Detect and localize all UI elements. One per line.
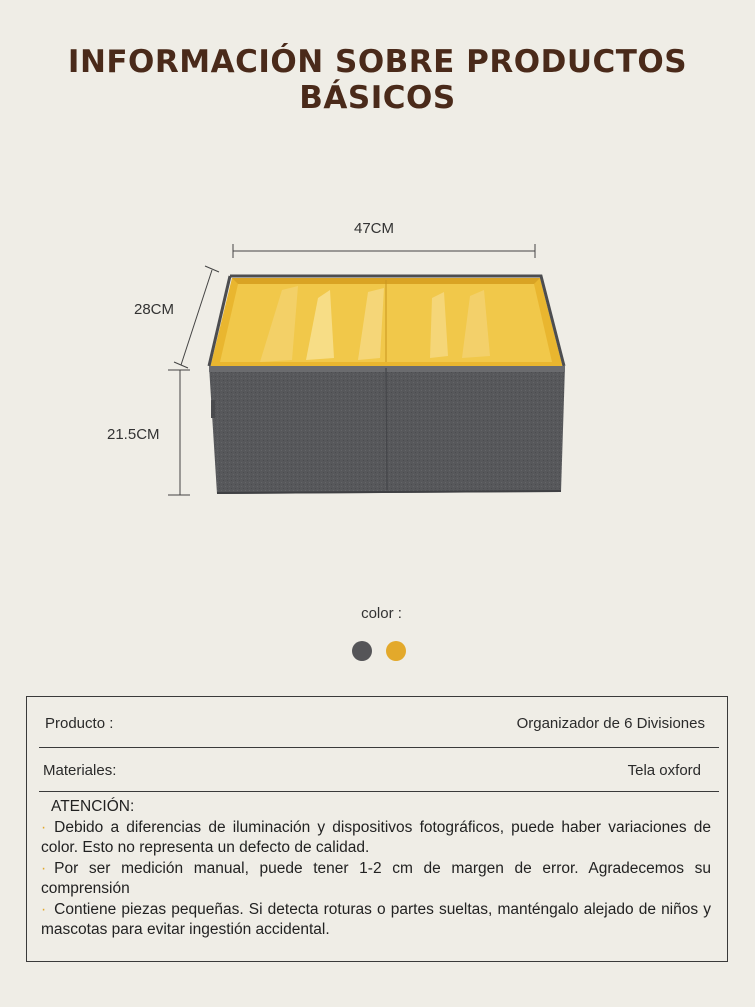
spec-table bbox=[26, 696, 728, 962]
materials-label: Materiales: bbox=[43, 762, 117, 779]
bullet-icon: · bbox=[41, 900, 47, 918]
width-dimension-line bbox=[233, 244, 535, 258]
divider bbox=[39, 747, 719, 748]
notes-heading: ATENCIÓN: bbox=[51, 798, 135, 815]
note-item: · Contiene piezas pequeñas. Si detecta roturas o partes sueltas, manténgalo alejado de niños y mascotas para evitar ingestión accidental. bbox=[41, 900, 711, 938]
height-label: 21.5CM bbox=[107, 426, 160, 443]
note-item: · Por ser medición manual, puede tener 1-2 cm de margen de error. Agradecemos su comprensión bbox=[41, 859, 711, 897]
page-title: INFORMACIÓN SOBRE PRODUCTOS BÁSICOS bbox=[67, 44, 688, 116]
color-label: color : bbox=[361, 605, 402, 622]
box-interior bbox=[210, 278, 563, 368]
width-label: 47CM bbox=[354, 220, 395, 237]
box-front bbox=[209, 366, 565, 494]
product-value: Organizador de 6 Divisiones bbox=[516, 715, 705, 732]
note-item: · Debido a diferencias de iluminación y dispositivos fotográficos, puede haber variaciones de color. Esto no representa un defecto de calidad. bbox=[41, 818, 711, 856]
color-swatch-yellow[interactable] bbox=[386, 641, 406, 661]
bullet-icon: · bbox=[41, 859, 47, 877]
materials-value: Tela oxford bbox=[627, 762, 701, 779]
color-swatch-gray[interactable] bbox=[352, 641, 372, 661]
depth-label: 28CM bbox=[134, 301, 175, 318]
divider bbox=[39, 791, 719, 792]
bullet-icon: · bbox=[41, 818, 47, 836]
product-label: Producto : bbox=[45, 715, 114, 732]
height-dimension-line bbox=[168, 370, 190, 495]
notes-section bbox=[41, 797, 711, 941]
